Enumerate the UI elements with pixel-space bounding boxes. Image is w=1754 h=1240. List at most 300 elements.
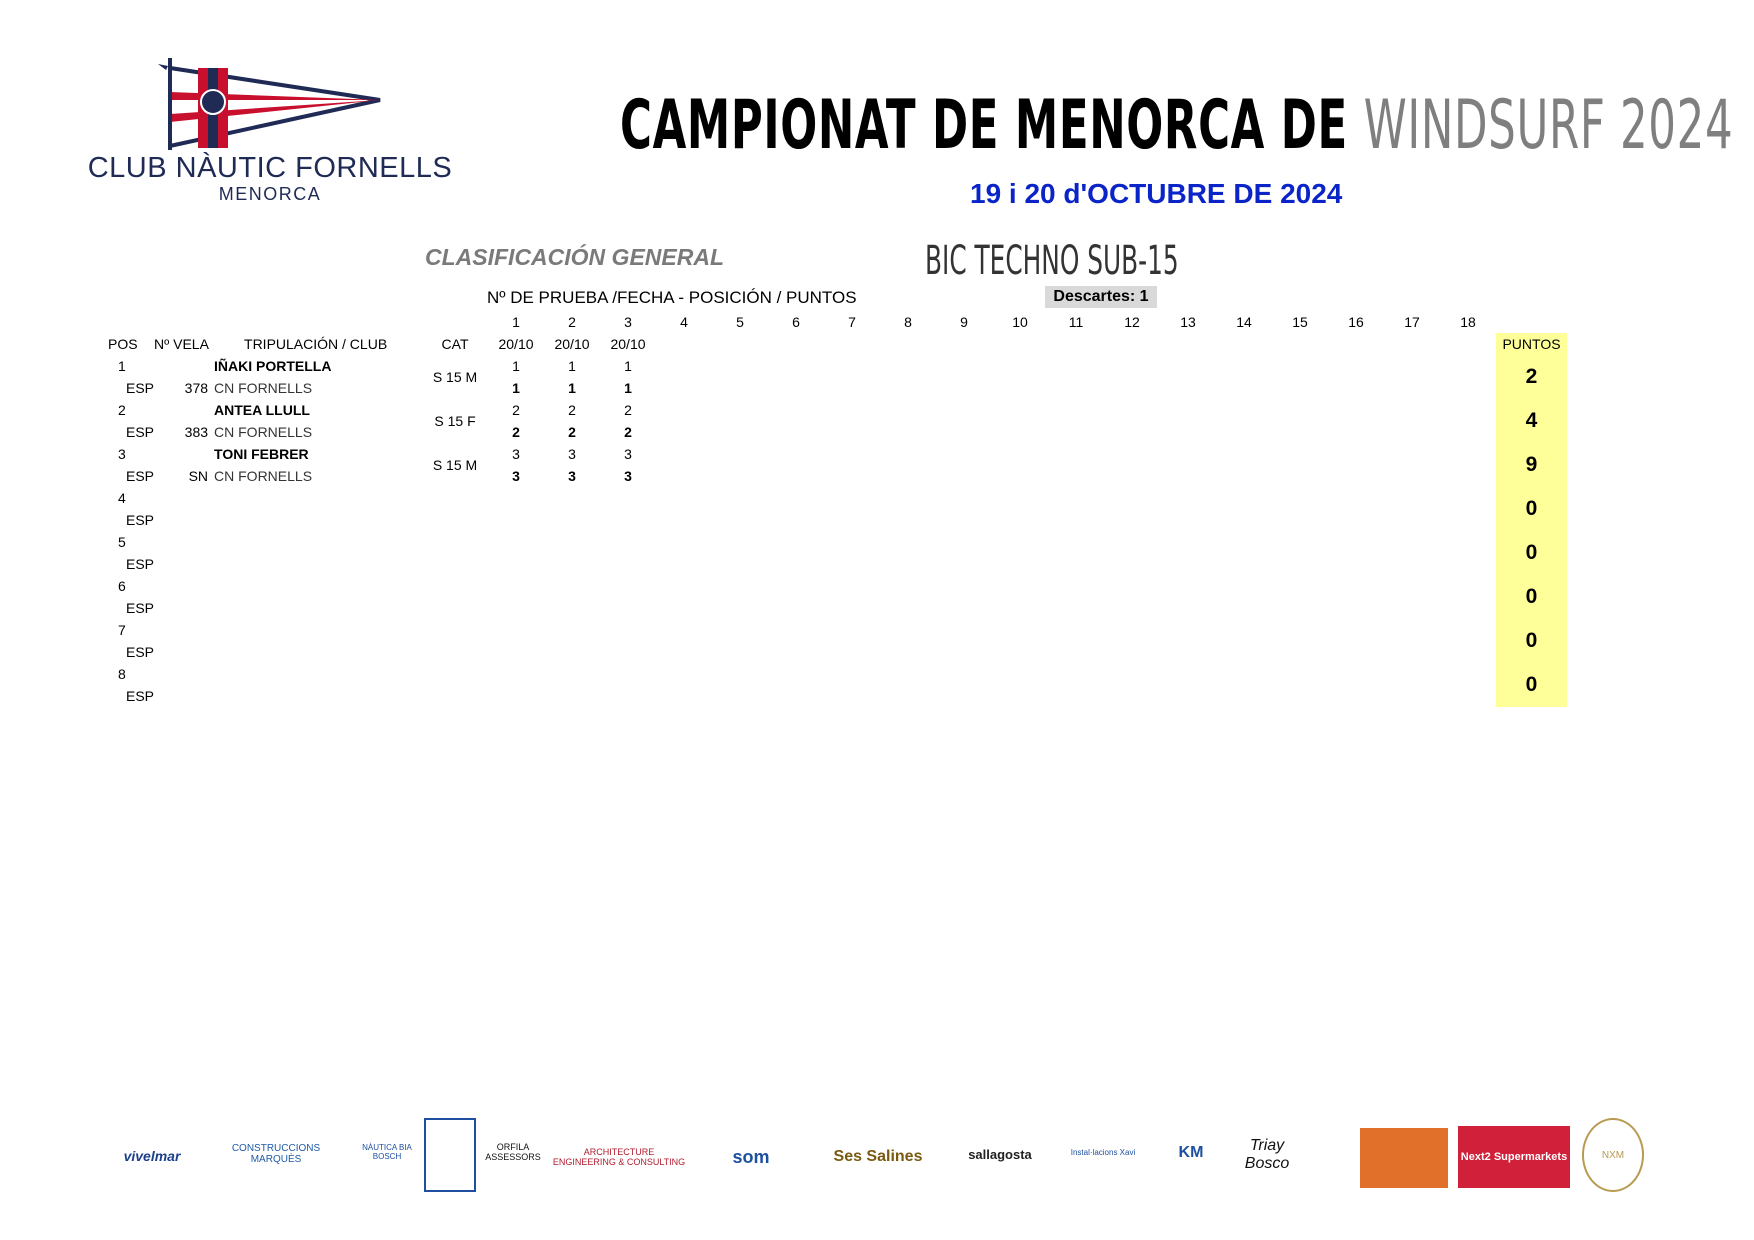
race-date	[880, 333, 936, 355]
race-date	[992, 333, 1048, 355]
sail-number: 383	[184, 424, 209, 440]
race-points	[936, 641, 992, 663]
sponsor-logo-b-icon	[1360, 1128, 1448, 1188]
race-position	[1048, 399, 1104, 421]
race-points	[712, 421, 768, 443]
race-position	[992, 575, 1048, 597]
table-row	[88, 355, 1567, 377]
race-number: 15	[1292, 314, 1308, 330]
race-position	[1048, 531, 1104, 553]
race-points	[1328, 641, 1384, 663]
race-position	[1048, 355, 1104, 377]
sallagosta-logo-icon	[950, 1122, 1050, 1188]
orfila-assessors-logo-icon	[482, 1118, 544, 1188]
club-name: CN FORNELLS	[214, 380, 313, 396]
race-points	[1384, 685, 1440, 707]
race-date	[1216, 333, 1272, 355]
race-points	[1160, 509, 1216, 531]
race-points	[880, 685, 936, 707]
table-row	[88, 531, 1567, 553]
table-row	[88, 487, 1567, 509]
spacer-cell	[154, 619, 214, 641]
page-title	[620, 86, 1734, 165]
sponsor-text: ARCHITECTURE ENGINEERING & CONSULTING	[552, 1147, 686, 1167]
spacer-cell	[88, 311, 154, 333]
race-points	[1048, 685, 1104, 707]
total-points: 0	[1496, 619, 1567, 663]
sponsor-text: NXM	[1601, 1149, 1625, 1161]
race-position	[1272, 443, 1328, 465]
race-points	[1048, 553, 1104, 575]
race-position	[992, 399, 1048, 421]
race-points	[992, 421, 1048, 443]
table-row-sub	[88, 641, 1567, 663]
race-position	[1104, 575, 1160, 597]
race-position	[1160, 443, 1216, 465]
crew-name	[214, 619, 422, 641]
race-points	[880, 421, 936, 443]
spacer-cell	[154, 355, 214, 377]
race-position	[768, 443, 824, 465]
race-points: 3	[568, 468, 576, 484]
race-points	[1272, 509, 1328, 531]
race-points: 1	[624, 380, 632, 396]
race-position	[824, 487, 880, 509]
race-position	[1272, 663, 1328, 685]
crew-name	[214, 575, 422, 597]
sponsor-text: ORFILA ASSESSORS	[485, 1142, 541, 1162]
race-position	[712, 619, 768, 641]
race-date	[768, 333, 824, 355]
column-header-crew: TRIPULACIÓN / CLUB	[244, 336, 388, 352]
sail-number	[154, 597, 214, 619]
race-points	[880, 597, 936, 619]
race-position	[936, 619, 992, 641]
race-position	[1216, 531, 1272, 553]
race-number: 14	[1236, 314, 1252, 330]
race-position	[880, 355, 936, 377]
sponsor-text: Next2 Supermarkets	[1460, 1150, 1568, 1163]
race-points	[1328, 421, 1384, 443]
race-position	[1104, 399, 1160, 421]
total-points: 0	[1496, 531, 1567, 575]
race-position: 1	[512, 358, 520, 374]
nationality: ESP	[126, 556, 155, 572]
race-points	[1216, 685, 1272, 707]
race-position	[600, 487, 656, 509]
race-position	[880, 575, 936, 597]
race-points	[1328, 685, 1384, 707]
race-position	[1160, 355, 1216, 377]
race-position	[1048, 663, 1104, 685]
race-number: 5	[736, 314, 744, 330]
race-position	[936, 487, 992, 509]
race-points: 3	[624, 468, 632, 484]
race-position: 2	[512, 402, 520, 418]
total-points: 0	[1496, 663, 1567, 707]
race-points	[488, 509, 544, 531]
race-position	[712, 487, 768, 509]
race-position	[1440, 487, 1496, 509]
crew-name: ANTEA LLULL	[214, 402, 310, 418]
spacer-cell	[154, 311, 214, 333]
race-points: 2	[624, 424, 632, 440]
table-row-sub	[88, 377, 1567, 399]
sail-number	[154, 553, 214, 575]
race-points	[1272, 377, 1328, 399]
race-points	[1328, 597, 1384, 619]
race-position	[656, 443, 712, 465]
table-row-sub	[88, 421, 1567, 443]
nationality: ESP	[126, 380, 155, 396]
race-points	[824, 553, 880, 575]
race-date	[1104, 333, 1160, 355]
race-number-row	[88, 311, 1567, 333]
position: 1	[118, 358, 126, 374]
race-position	[656, 575, 712, 597]
race-date	[1328, 333, 1384, 355]
construccions-marques-logo-icon	[210, 1120, 342, 1188]
race-position	[1160, 575, 1216, 597]
race-position	[656, 487, 712, 509]
race-position	[600, 619, 656, 641]
race-points: 1	[568, 380, 576, 396]
race-points	[488, 597, 544, 619]
race-points	[880, 465, 936, 487]
race-points	[656, 553, 712, 575]
race-points	[656, 421, 712, 443]
race-points	[824, 509, 880, 531]
race-position: 3	[512, 446, 520, 462]
race-points	[1048, 377, 1104, 399]
race-points	[1384, 509, 1440, 531]
sponsor-text: Ses Salines	[833, 1148, 923, 1166]
race-position	[992, 663, 1048, 685]
race-date	[824, 333, 880, 355]
race-points	[656, 685, 712, 707]
race-points	[768, 641, 824, 663]
race-position	[1384, 443, 1440, 465]
race-position	[936, 663, 992, 685]
race-position	[1216, 575, 1272, 597]
race-position	[544, 663, 600, 685]
race-points	[768, 553, 824, 575]
race-points	[1384, 377, 1440, 399]
race-points	[544, 641, 600, 663]
race-number: 11	[1068, 314, 1084, 330]
race-date	[1272, 333, 1328, 355]
race-number: 17	[1404, 314, 1420, 330]
table-row	[88, 663, 1567, 685]
race-position	[824, 575, 880, 597]
position: 5	[118, 534, 126, 550]
race-points	[600, 685, 656, 707]
nationality: ESP	[126, 468, 155, 484]
race-position	[1160, 663, 1216, 685]
spacer-cell	[154, 487, 214, 509]
race-date: 20/10	[554, 336, 590, 352]
race-position	[712, 531, 768, 553]
race-points	[1048, 421, 1104, 443]
race-position	[824, 663, 880, 685]
race-position	[936, 531, 992, 553]
race-points	[1384, 553, 1440, 575]
sail-number: 378	[184, 380, 209, 396]
position: 6	[118, 578, 126, 594]
event-dates: 19 i 20 d'OCTUBRE DE 2024	[970, 178, 1343, 209]
spacer-cell	[422, 311, 488, 333]
race-points	[768, 377, 824, 399]
race-points	[824, 465, 880, 487]
race-position	[1328, 487, 1384, 509]
race-points	[1272, 421, 1328, 443]
race-position	[712, 355, 768, 377]
race-points	[1104, 421, 1160, 443]
race-position	[656, 619, 712, 641]
race-points	[1216, 465, 1272, 487]
category	[422, 575, 488, 619]
race-points	[1384, 465, 1440, 487]
race-position	[992, 443, 1048, 465]
category	[422, 487, 488, 531]
race-position	[824, 619, 880, 641]
race-points	[1328, 509, 1384, 531]
race-points	[1440, 553, 1496, 575]
race-position	[992, 619, 1048, 641]
race-points	[1048, 641, 1104, 663]
race-points	[1440, 465, 1496, 487]
race-position	[768, 619, 824, 641]
sponsor-logo-a-icon	[1306, 1128, 1356, 1188]
race-points	[712, 509, 768, 531]
race-points	[544, 597, 600, 619]
category: S 15 F	[434, 413, 476, 429]
race-points	[880, 641, 936, 663]
race-position	[1384, 663, 1440, 685]
crew-name	[214, 663, 422, 685]
title-part-2: WINDSURF 2024	[1363, 86, 1734, 165]
race-position	[880, 443, 936, 465]
sponsor-text: Instal·lacions Xavi	[1070, 1147, 1136, 1157]
race-points: 1	[512, 380, 520, 396]
table-row	[88, 619, 1567, 641]
race-position	[1272, 487, 1328, 509]
race-points	[656, 641, 712, 663]
race-header-label: Nº DE PRUEBA /FECHA - POSICIÓN / PUNTOS	[487, 288, 857, 307]
race-position	[880, 531, 936, 553]
race-position	[1104, 619, 1160, 641]
total-points: 0	[1496, 487, 1567, 531]
crew-name	[214, 531, 422, 553]
race-points	[1272, 597, 1328, 619]
race-position	[656, 531, 712, 553]
nationality: ESP	[126, 512, 155, 528]
race-date	[656, 333, 712, 355]
column-header-points: PUNTOS	[1496, 333, 1567, 355]
race-date: 20/10	[498, 336, 534, 352]
sponsor-text: NÀUTICA BIA BOSCH	[362, 1143, 412, 1161]
race-position	[1328, 399, 1384, 421]
race-position	[1104, 355, 1160, 377]
race-points	[1160, 597, 1216, 619]
race-points	[992, 509, 1048, 531]
table-row	[88, 575, 1567, 597]
race-date: 20/10	[610, 336, 646, 352]
club-name: CN FORNELLS	[214, 424, 313, 440]
race-position	[1272, 355, 1328, 377]
race-points	[1104, 509, 1160, 531]
race-position	[600, 575, 656, 597]
spacer-cell	[1496, 311, 1567, 333]
race-points	[1104, 597, 1160, 619]
race-points	[992, 377, 1048, 399]
crew-name: TONI FEBRER	[214, 446, 309, 462]
race-position	[936, 399, 992, 421]
race-points	[1440, 421, 1496, 443]
race-position	[1104, 487, 1160, 509]
race-points	[992, 641, 1048, 663]
table-row	[88, 399, 1567, 421]
race-date	[936, 333, 992, 355]
position: 8	[118, 666, 126, 682]
race-points	[1440, 597, 1496, 619]
race-position	[1216, 663, 1272, 685]
race-points	[656, 597, 712, 619]
race-date	[1440, 333, 1496, 355]
race-points	[936, 553, 992, 575]
table-row-sub	[88, 597, 1567, 619]
race-position	[880, 487, 936, 509]
results-table	[88, 311, 1567, 707]
sponsor-bar	[98, 1118, 1678, 1208]
vivelmar-logo-icon	[98, 1126, 206, 1188]
total-points: 4	[1496, 399, 1567, 443]
race-points	[488, 553, 544, 575]
category: S 15 M	[432, 457, 478, 473]
club-name	[214, 509, 422, 531]
race-position	[1440, 575, 1496, 597]
race-number: 12	[1124, 314, 1140, 330]
race-number: 2	[568, 314, 576, 330]
race-position	[992, 487, 1048, 509]
race-points	[880, 553, 936, 575]
race-position	[768, 487, 824, 509]
race-position	[1104, 663, 1160, 685]
race-points	[824, 641, 880, 663]
race-points	[600, 641, 656, 663]
race-points	[768, 685, 824, 707]
race-date	[1160, 333, 1216, 355]
position: 7	[118, 622, 126, 638]
race-position	[1384, 487, 1440, 509]
race-position	[1328, 443, 1384, 465]
race-points	[1216, 597, 1272, 619]
race-points: 3	[512, 468, 520, 484]
race-position	[1272, 575, 1328, 597]
nautica-bia-bosch-logo-icon	[356, 1118, 418, 1188]
race-points	[1160, 465, 1216, 487]
race-position	[1328, 619, 1384, 641]
race-position	[544, 619, 600, 641]
race-position	[1440, 663, 1496, 685]
race-points	[936, 377, 992, 399]
column-header-cat: CAT	[441, 336, 469, 352]
race-points	[1160, 641, 1216, 663]
race-position: 2	[624, 402, 632, 418]
race-points	[824, 377, 880, 399]
spacer-cell	[154, 531, 214, 553]
race-position	[1440, 619, 1496, 641]
category	[422, 619, 488, 663]
race-position	[1216, 399, 1272, 421]
club-location: MENORCA	[218, 184, 322, 204]
column-header-pos: POS	[108, 336, 138, 352]
race-position	[992, 355, 1048, 377]
club-name: CN FORNELLS	[214, 468, 313, 484]
spacer-cell	[154, 575, 214, 597]
race-points	[936, 685, 992, 707]
nationality: ESP	[126, 688, 155, 704]
race-position	[1272, 619, 1328, 641]
race-points: 2	[512, 424, 520, 440]
race-points	[656, 377, 712, 399]
race-points	[656, 465, 712, 487]
race-position	[880, 399, 936, 421]
race-points	[1104, 377, 1160, 399]
race-position	[1216, 619, 1272, 641]
race-points	[712, 597, 768, 619]
race-points	[1216, 509, 1272, 531]
race-position	[936, 575, 992, 597]
race-position: 1	[568, 358, 576, 374]
race-points	[992, 597, 1048, 619]
race-position	[712, 443, 768, 465]
club-name	[214, 553, 422, 575]
race-points	[880, 509, 936, 531]
race-points	[824, 597, 880, 619]
race-position	[992, 531, 1048, 553]
sail-number	[154, 641, 214, 663]
race-position	[936, 443, 992, 465]
m3-logo-icon	[552, 1128, 686, 1188]
race-number: 6	[792, 314, 800, 330]
crew-name: IÑAKI PORTELLA	[214, 358, 332, 374]
race-points	[936, 509, 992, 531]
race-position: 3	[568, 446, 576, 462]
race-position	[1216, 355, 1272, 377]
race-position	[712, 399, 768, 421]
race-points	[1440, 509, 1496, 531]
race-date	[1048, 333, 1104, 355]
column-header-sail: Nº VELA	[154, 336, 209, 352]
race-position	[544, 531, 600, 553]
race-position	[1216, 487, 1272, 509]
position: 3	[118, 446, 126, 462]
total-points: 9	[1496, 443, 1567, 487]
race-position	[880, 663, 936, 685]
race-position	[656, 355, 712, 377]
race-position	[488, 487, 544, 509]
race-position: 3	[624, 446, 632, 462]
race-points	[1104, 685, 1160, 707]
nautic-km-logo-icon	[1156, 1118, 1226, 1188]
race-position	[768, 531, 824, 553]
race-points	[768, 597, 824, 619]
race-points	[1384, 641, 1440, 663]
table-row	[88, 443, 1567, 465]
ix-logo-icon	[1060, 1118, 1146, 1188]
race-points	[1328, 377, 1384, 399]
